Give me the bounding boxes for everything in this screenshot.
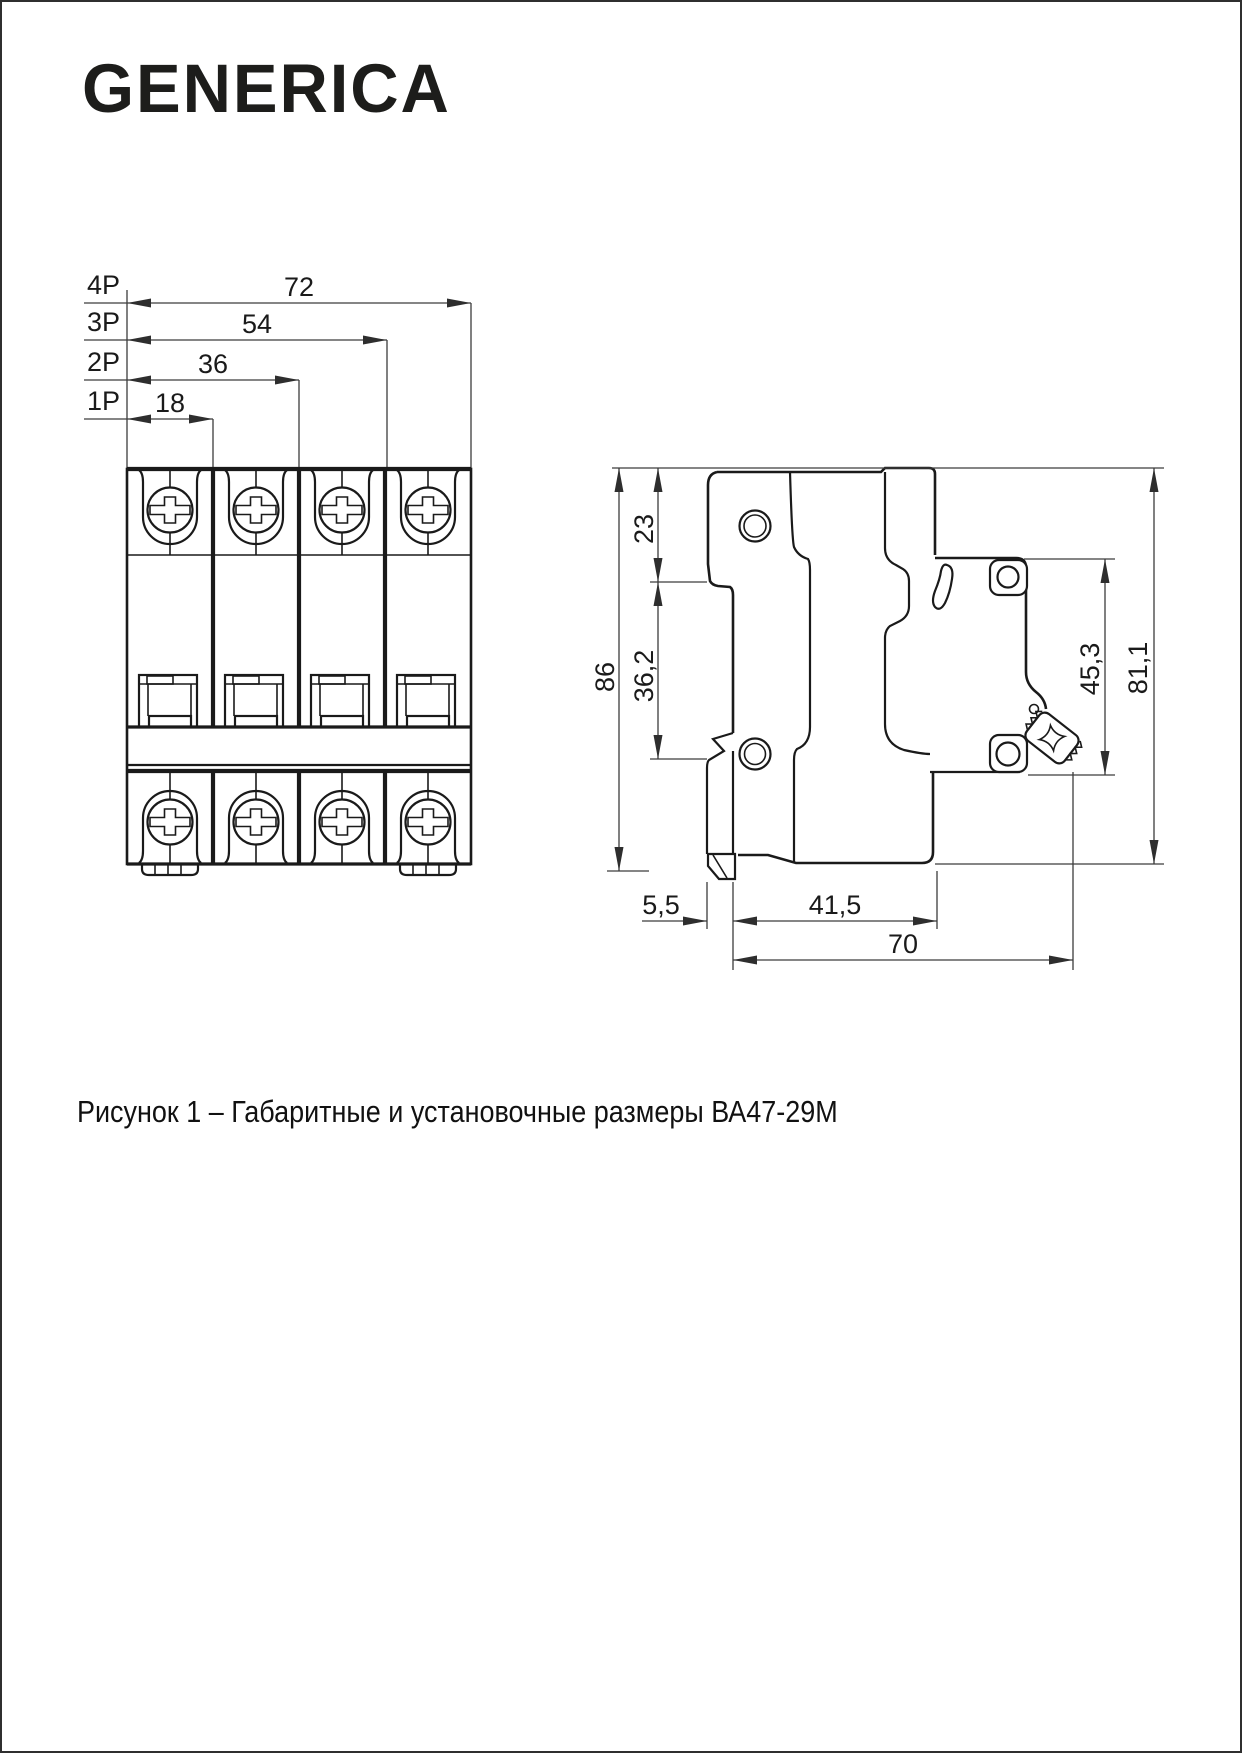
figure-caption: Рисунок 1 – Габаритные и установочные размеры ВА47-29М	[77, 1094, 838, 1129]
brand-logo: GENERICA	[82, 50, 451, 127]
dim-54-label: 54	[241, 309, 273, 339]
dim-81-1-label: 81,1	[1123, 641, 1153, 695]
rear-lower-screw-pad	[990, 735, 1027, 772]
front-view	[84, 270, 471, 875]
pole-count-label-2p: 2P	[87, 347, 121, 377]
dim-41-5-label: 41,5	[808, 890, 862, 920]
top-terminal-hole	[740, 511, 771, 542]
front-dimensions	[84, 270, 471, 468]
terminal-screw-side	[1019, 707, 1086, 770]
side-dimensions	[590, 468, 1164, 970]
dim-72-label: 72	[283, 272, 315, 302]
dim-36-2-label: 36,2	[629, 649, 659, 703]
dim-5-5-label: 5,5	[642, 890, 680, 920]
pole-count-label-3p: 3P	[87, 307, 121, 337]
mounting-feet	[142, 864, 456, 875]
breaker-front-body	[127, 469, 471, 875]
dim-36-label: 36	[197, 349, 229, 379]
dimension-drawing	[2, 2, 1242, 1062]
pole-count-label-4p: 4P	[87, 270, 121, 300]
side-view	[590, 468, 1164, 970]
pole-count-label-1p: 1P	[87, 386, 121, 416]
mould-slot	[933, 565, 952, 609]
breaker-side-body	[707, 468, 1085, 879]
rear-upper-screw-pad	[990, 560, 1027, 595]
dim-23-label: 23	[629, 513, 659, 545]
dim-18-label: 18	[154, 388, 186, 418]
dim-86-label: 86	[590, 661, 620, 693]
dim-70-label: 70	[887, 929, 919, 959]
din-clip-foot	[708, 854, 735, 879]
dim-45-3-label: 45,3	[1075, 642, 1105, 696]
bottom-terminal-hole	[740, 739, 771, 770]
